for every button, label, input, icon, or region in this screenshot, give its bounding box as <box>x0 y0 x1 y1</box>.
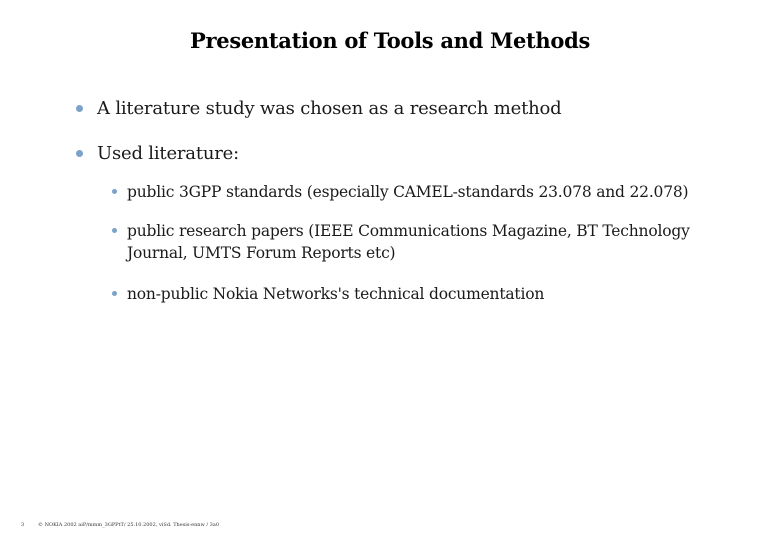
footer-page-number: 3 <box>21 522 25 528</box>
sub-bullet-text: non-public Nokia Networks's technical documentation <box>127 285 545 303</box>
bullet-item <box>76 142 239 165</box>
bullet-text: Used literature: <box>97 143 239 164</box>
footer-text: © NOKIA 2002 aiP/mmm_3GPPtT/ 25.10.2002, viSd. Thesis-ennw / 3a0 <box>38 522 220 528</box>
sub-bullet-item <box>112 181 712 203</box>
sub-bullet-text: public research papers (IEEE Communications Magazine, BT Technology Journal, UMTS Forum Reports etc) <box>127 222 690 262</box>
bullet-dot-icon <box>112 189 117 194</box>
bullet-item <box>76 97 561 120</box>
slide-title: Presentation of Tools and Methods <box>190 28 590 53</box>
bullet-dot-icon <box>76 150 83 157</box>
bullet-text: A literature study was chosen as a research method <box>97 98 562 119</box>
bullet-dot-icon <box>76 105 83 112</box>
sub-bullet-text: public 3GPP standards (especially CAMEL-standards 23.078 and 22.078) <box>127 183 689 201</box>
sub-bullet-item <box>112 283 712 305</box>
sub-bullet-item <box>112 220 712 264</box>
bullet-dot-icon <box>112 291 117 296</box>
bullet-dot-icon <box>112 228 117 233</box>
